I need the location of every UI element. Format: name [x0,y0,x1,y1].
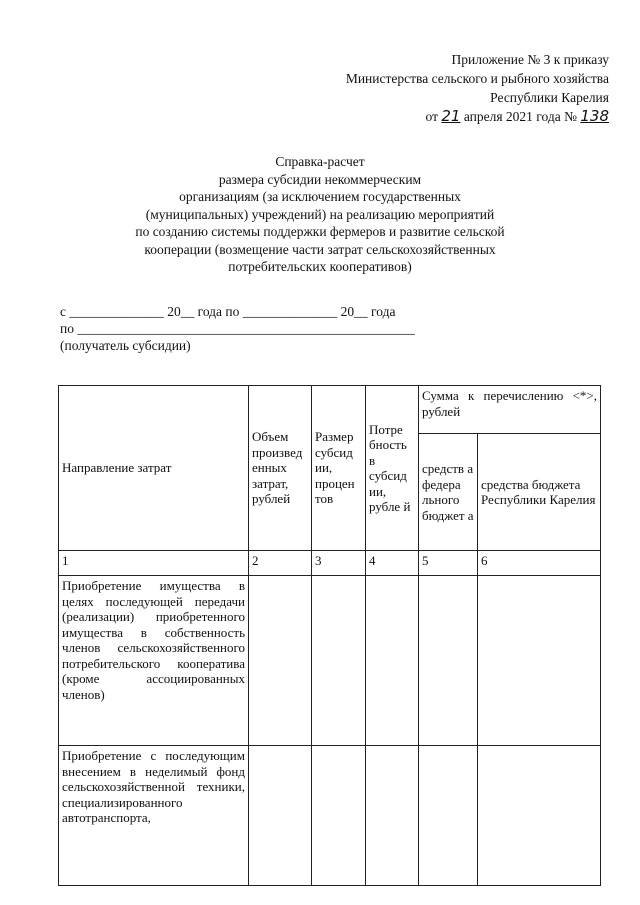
empty-cell [312,746,366,886]
empty-cell [478,746,601,886]
period-block [60,303,415,354]
empty-cell [312,576,366,746]
column-number: 5 [419,551,478,576]
date-middle: апреля 2021 года № [463,109,577,124]
header-cost-direction: Направление затрат [59,386,249,551]
header-transfer-amount: Сумма к перечислению <*>, рублей [419,386,601,434]
empty-cell [249,746,312,886]
column-number: 6 [478,551,601,576]
date-prefix: от [425,109,438,124]
title-line: по созданию системы поддержки фермеров и развитие сельской [135,224,505,239]
column-number: 1 [59,551,249,576]
column-number-row [59,551,601,576]
empty-cell [366,576,419,746]
table-row [59,746,601,886]
empty-cell [366,746,419,886]
order-date-line [346,107,609,126]
subsidy-table [58,385,601,886]
recipient-line: по __________________________________________________ [60,321,415,336]
handwritten-day: 21 [441,107,461,125]
column-number: 3 [312,551,366,576]
empty-cell [249,576,312,746]
title-line: потребительских кооперативов) [228,259,412,274]
empty-cell [478,576,601,746]
handwritten-number: 138 [580,107,609,125]
title-line: организациям (за исключением государственных [179,189,461,204]
document-title [0,153,640,276]
appendix-line: Приложение № 3 к приказу [451,52,609,67]
cost-direction-cell: Приобретение с последующим внесением в неделимый фонд сельскохозяйственной техники, специализированного автотранспорта, [59,746,249,886]
recipient-caption: (получатель субсидии) [60,338,191,353]
header-federal-budget: средств а федера льного бюджет а [419,434,478,551]
title-line: размера субсидии некоммерческим [218,171,422,187]
column-number: 4 [366,551,419,576]
header-costs-incurred: Объем произвед енных затрат, рублей [249,386,312,551]
header-regional-budget: средства бюджета Республики Карелия [478,434,601,551]
republic-line: Республики Карелия [490,90,609,105]
title-line: (муниципальных) учреждений) на реализацию мероприятий [145,206,495,222]
header-subsidy-need: Потре бность в субсид ии, рубле й [366,386,419,551]
column-number: 2 [249,551,312,576]
cost-direction-cell: Приобретение имущества в целях последующей передачи (реализации) приобретенного имущества в собственность членов сельскохозяйственного потребительского кооператива (кроме ассоциированных членов) [59,576,249,746]
header-subsidy-rate: Размер субсид ии, процен тов [312,386,366,551]
empty-cell [419,576,478,746]
table-row [59,576,601,746]
empty-cell [419,746,478,886]
appendix-header [346,50,609,126]
ministry-line: Министерства сельского и рыбного хозяйства [345,71,609,86]
title-line: Справка-расчет [275,154,365,169]
title-line: кооперации (возмещение части затрат сельскохозяйственных [144,241,496,257]
period-dates-line: с ______________ 20__ года по ______________ 20__ года [60,304,396,319]
